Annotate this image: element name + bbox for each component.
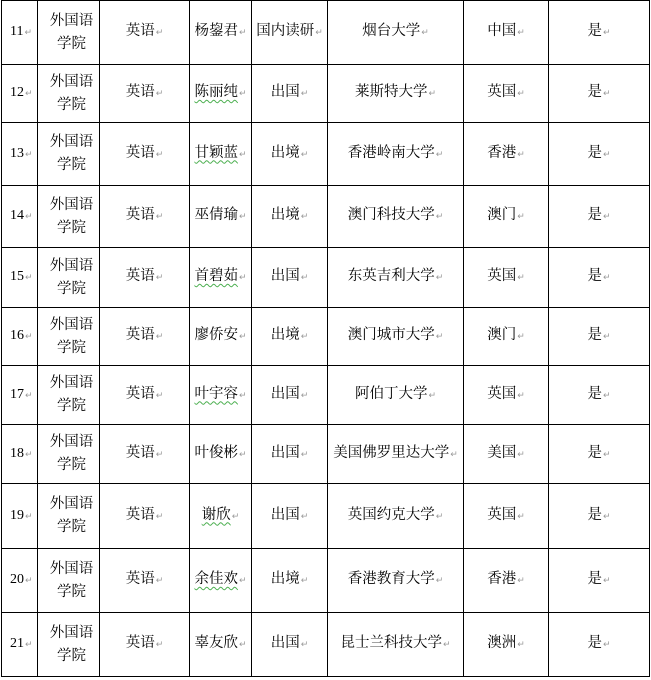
row-number-cell (2, 65, 38, 123)
university-cell (328, 65, 464, 123)
confirmed-cell (549, 1, 650, 65)
table-row (2, 123, 650, 186)
row-number-cell (2, 308, 38, 366)
student-name-cell (190, 308, 252, 366)
row-number-cell (2, 123, 38, 186)
table-row (2, 613, 650, 677)
paragraph-mark-icon: ↵ (517, 212, 525, 222)
college-line-2: 学院 (57, 96, 86, 113)
student-name-cell-text: 巫倩瑜 (194, 207, 238, 223)
confirmed-cell-text: 是 (587, 268, 602, 284)
paragraph-mark-icon: ↵ (25, 449, 33, 460)
university-cell-text: 澳门科技大学 (347, 207, 435, 223)
major-cell (100, 248, 190, 308)
major-cell (100, 1, 190, 65)
paragraph-mark-icon: ↵ (517, 640, 525, 650)
destination-type-cell (252, 123, 328, 186)
college-cell (38, 549, 100, 613)
paragraph-mark-icon: ↵ (300, 332, 309, 342)
row-number-cell-text: 18 (10, 445, 24, 461)
paragraph-mark-icon: ↵ (25, 576, 33, 586)
major-cell (100, 65, 190, 123)
destination-type-cell-text: 出国 (270, 385, 300, 402)
major-cell-text: 英语 (125, 327, 155, 343)
university-cell-text: 英国约克大学 (347, 506, 435, 523)
paragraph-mark-icon: ↵ (517, 28, 525, 38)
university-cell-text: 美国佛罗里达大学 (333, 444, 450, 461)
region-cell (464, 425, 549, 484)
paragraph-mark-icon: ↵ (602, 576, 611, 586)
major-cell (100, 484, 190, 549)
confirmed-cell (549, 549, 650, 613)
destination-type-cell (252, 549, 328, 613)
table-row (2, 549, 650, 613)
table-row (2, 1, 650, 65)
university-cell-text: 昆士兰科技大学 (340, 635, 442, 651)
row-number-cell-text: 20 (10, 572, 24, 587)
region-cell (464, 484, 549, 549)
confirmed-cell-text: 是 (587, 506, 602, 523)
college-line-2: 学院 (57, 280, 86, 297)
region-cell (464, 613, 549, 677)
major-cell-text: 英语 (125, 84, 155, 100)
college-line-2: 学院 (57, 398, 86, 414)
row-number-cell (2, 1, 38, 65)
major-cell (100, 123, 190, 186)
row-number-cell-text: 11 (10, 24, 24, 39)
paragraph-mark-icon: ↵ (155, 212, 164, 222)
paragraph-mark-icon: ↵ (602, 273, 611, 283)
university-cell (328, 366, 464, 425)
paragraph-mark-icon: ↵ (428, 89, 437, 99)
student-name-cell (190, 248, 252, 308)
paragraph-mark-icon: ↵ (238, 640, 247, 650)
row-number-cell-text: 12 (10, 85, 24, 100)
destination-type-cell (252, 366, 328, 425)
major-cell (100, 308, 190, 366)
college-line-1: 外国语 (49, 257, 94, 274)
college-line-2: 学院 (57, 339, 86, 356)
college-line-1: 外国语 (49, 496, 94, 512)
destination-type-cell (252, 1, 328, 65)
student-name-cell-text: 谢欣 (201, 506, 231, 523)
row-number-cell-text: 15 (10, 269, 24, 284)
university-cell-text: 香港教育大学 (347, 571, 435, 587)
paragraph-mark-icon: ↵ (25, 332, 33, 342)
paragraph-mark-icon: ↵ (300, 212, 309, 222)
paragraph-mark-icon: ↵ (155, 640, 164, 650)
region-cell-text: 美国 (487, 444, 517, 461)
major-cell (100, 549, 190, 613)
region-cell (464, 186, 549, 248)
college-line-2: 学院 (57, 157, 86, 173)
college-line-1: 外国语 (49, 375, 94, 391)
university-cell (328, 613, 464, 677)
region-cell-text: 香港 (487, 144, 517, 161)
paragraph-mark-icon: ↵ (602, 89, 611, 99)
paragraph-mark-icon: ↵ (517, 576, 525, 586)
paragraph-mark-icon: ↵ (155, 511, 164, 522)
row-number-cell-text: 19 (10, 507, 24, 523)
student-name-cell-text: 辜友欣 (194, 635, 238, 651)
paragraph-mark-icon: ↵ (25, 640, 33, 650)
region-cell-text: 英国 (487, 506, 517, 523)
confirmed-cell (549, 186, 650, 248)
major-cell-text: 英语 (125, 635, 155, 651)
university-cell (328, 1, 464, 65)
region-cell (464, 248, 549, 308)
destination-type-cell (252, 425, 328, 484)
paragraph-mark-icon: ↵ (602, 449, 611, 460)
college-cell (38, 308, 100, 366)
major-cell-text: 英语 (125, 571, 155, 587)
table-row (2, 308, 650, 366)
student-name-cell-text: 廖侨安 (194, 327, 238, 343)
college-line-1: 外国语 (49, 316, 94, 333)
major-cell-text: 英语 (125, 268, 155, 284)
university-cell-text: 阿伯丁大学 (354, 385, 428, 402)
destination-type-cell-text: 国内读研 (256, 23, 315, 39)
row-number-cell (2, 484, 38, 549)
confirmed-cell-text: 是 (587, 144, 602, 161)
destination-type-cell-text: 出境 (270, 144, 300, 161)
confirmed-cell-text: 是 (587, 327, 602, 343)
student-name-cell-text: 余佳欢 (194, 571, 238, 587)
college-cell (38, 186, 100, 248)
student-name-cell (190, 613, 252, 677)
paragraph-mark-icon: ↵ (238, 332, 247, 342)
destination-type-cell (252, 613, 328, 677)
paragraph-mark-icon: ↵ (300, 511, 309, 522)
major-cell-text: 英语 (125, 23, 155, 39)
row-number-cell-text: 17 (10, 386, 24, 402)
confirmed-cell-text: 是 (587, 207, 602, 223)
paragraph-mark-icon: ↵ (435, 149, 444, 160)
confirmed-cell (549, 366, 650, 425)
major-cell-text: 英语 (125, 444, 155, 461)
major-cell-text: 英语 (125, 385, 155, 402)
paragraph-mark-icon: ↵ (435, 273, 444, 283)
paragraph-mark-icon: ↵ (300, 273, 309, 283)
row-number-cell (2, 549, 38, 613)
destination-type-cell (252, 65, 328, 123)
paragraph-mark-icon: ↵ (25, 273, 33, 283)
region-cell (464, 308, 549, 366)
major-cell-text: 英语 (125, 144, 155, 161)
table-row (2, 186, 650, 248)
college-line-1: 外国语 (49, 134, 94, 150)
region-cell-text: 澳洲 (487, 635, 517, 651)
paragraph-mark-icon: ↵ (238, 149, 247, 160)
confirmed-cell (549, 613, 650, 677)
row-number-cell (2, 613, 38, 677)
major-cell (100, 613, 190, 677)
region-cell-text: 中国 (487, 23, 517, 39)
college-line-1: 外国语 (49, 434, 94, 450)
paragraph-mark-icon: ↵ (421, 28, 429, 38)
paragraph-mark-icon: ↵ (238, 273, 247, 283)
student-name-cell-text: 杨鋆君 (194, 23, 238, 39)
paragraph-mark-icon: ↵ (300, 576, 309, 586)
university-cell-text: 东英吉利大学 (347, 268, 435, 284)
paragraph-mark-icon: ↵ (300, 640, 309, 650)
confirmed-cell (549, 484, 650, 549)
college-line-2: 学院 (57, 35, 86, 52)
row-number-cell (2, 366, 38, 425)
paragraph-mark-icon: ↵ (435, 576, 444, 586)
student-destination-table (1, 0, 650, 677)
region-cell-text: 香港 (487, 571, 517, 587)
table-row (2, 425, 650, 484)
confirmed-cell-text: 是 (587, 444, 602, 461)
major-cell-text: 英语 (125, 506, 155, 523)
region-cell (464, 65, 549, 123)
university-cell (328, 186, 464, 248)
university-cell (328, 484, 464, 549)
row-number-cell-text: 13 (10, 145, 24, 161)
table-row (2, 366, 650, 425)
university-cell-text: 香港岭南大学 (347, 144, 435, 161)
row-number-cell (2, 186, 38, 248)
paragraph-mark-icon: ↵ (238, 89, 247, 99)
university-cell (328, 123, 464, 186)
student-name-cell-text: 叶宇容 (194, 385, 238, 402)
student-name-cell (190, 425, 252, 484)
destination-type-cell (252, 484, 328, 549)
paragraph-mark-icon: ↵ (155, 28, 164, 38)
confirmed-cell (549, 248, 650, 308)
table-row (2, 65, 650, 123)
paragraph-mark-icon: ↵ (25, 89, 33, 99)
destination-type-cell (252, 308, 328, 366)
paragraph-mark-icon: ↵ (602, 332, 611, 342)
paragraph-mark-icon: ↵ (517, 511, 525, 522)
paragraph-mark-icon: ↵ (24, 28, 33, 38)
paragraph-mark-icon: ↵ (300, 390, 309, 401)
student-name-cell-text: 陈丽纯 (194, 84, 238, 100)
university-cell (328, 549, 464, 613)
paragraph-mark-icon: ↵ (602, 640, 611, 650)
student-name-cell (190, 1, 252, 65)
student-name-cell (190, 484, 252, 549)
college-line-1: 外国语 (49, 12, 94, 29)
paragraph-mark-icon: ↵ (602, 511, 611, 522)
paragraph-mark-icon: ↵ (25, 149, 33, 160)
paragraph-mark-icon: ↵ (435, 212, 444, 222)
paragraph-mark-icon: ↵ (155, 576, 164, 586)
destination-type-cell-text: 出国 (270, 635, 300, 651)
paragraph-mark-icon: ↵ (602, 390, 611, 401)
paragraph-mark-icon: ↵ (517, 390, 525, 401)
paragraph-mark-icon: ↵ (238, 28, 247, 38)
paragraph-mark-icon: ↵ (517, 449, 525, 460)
paragraph-mark-icon: ↵ (155, 449, 164, 460)
destination-type-cell-text: 出国 (270, 84, 300, 100)
college-line-1: 外国语 (49, 624, 94, 641)
university-cell (328, 248, 464, 308)
major-cell (100, 425, 190, 484)
college-cell (38, 425, 100, 484)
paragraph-mark-icon: ↵ (300, 89, 309, 99)
region-cell (464, 1, 549, 65)
paragraph-mark-icon: ↵ (300, 449, 309, 460)
confirmed-cell (549, 308, 650, 366)
region-cell-text: 澳门 (487, 207, 517, 223)
paragraph-mark-icon: ↵ (155, 273, 164, 283)
destination-type-cell (252, 186, 328, 248)
paragraph-mark-icon: ↵ (238, 449, 247, 460)
student-name-cell (190, 549, 252, 613)
college-cell (38, 366, 100, 425)
paragraph-mark-icon: ↵ (25, 212, 33, 222)
paragraph-mark-icon: ↵ (25, 390, 33, 401)
paragraph-mark-icon: ↵ (517, 273, 525, 283)
confirmed-cell (549, 425, 650, 484)
college-line-2: 学院 (57, 519, 86, 535)
paragraph-mark-icon: ↵ (602, 212, 611, 222)
paragraph-mark-icon: ↵ (442, 640, 451, 650)
paragraph-mark-icon: ↵ (155, 332, 164, 342)
college-line-1: 外国语 (49, 73, 94, 90)
paragraph-mark-icon: ↵ (435, 511, 444, 522)
table-row (2, 248, 650, 308)
region-cell-text: 澳门 (487, 327, 517, 343)
region-cell-text: 英国 (487, 268, 517, 284)
paragraph-mark-icon: ↵ (238, 576, 247, 586)
college-line-2: 学院 (57, 647, 86, 664)
confirmed-cell-text: 是 (587, 84, 602, 100)
student-name-cell (190, 123, 252, 186)
table-row (2, 484, 650, 549)
destination-type-cell-text: 出国 (270, 444, 300, 461)
paragraph-mark-icon: ↵ (602, 28, 611, 38)
destination-type-cell-text: 出境 (270, 327, 300, 343)
paragraph-mark-icon: ↵ (238, 212, 247, 222)
college-line-1: 外国语 (49, 196, 94, 213)
row-number-cell-text: 14 (10, 208, 24, 223)
college-cell (38, 248, 100, 308)
student-name-cell (190, 186, 252, 248)
region-cell (464, 366, 549, 425)
confirmed-cell-text: 是 (587, 635, 602, 651)
paragraph-mark-icon: ↵ (315, 28, 323, 38)
university-cell-text: 澳门城市大学 (347, 327, 435, 343)
college-cell (38, 613, 100, 677)
paragraph-mark-icon: ↵ (450, 449, 458, 460)
university-cell (328, 425, 464, 484)
confirmed-cell-text: 是 (587, 571, 602, 587)
region-cell-text: 英国 (487, 84, 517, 100)
major-cell (100, 186, 190, 248)
table-body (2, 1, 650, 677)
major-cell (100, 366, 190, 425)
college-line-2: 学院 (57, 583, 86, 600)
paragraph-mark-icon: ↵ (231, 511, 240, 522)
confirmed-cell-text: 是 (587, 385, 602, 402)
college-cell (38, 123, 100, 186)
major-cell-text: 英语 (125, 207, 155, 223)
row-number-cell (2, 425, 38, 484)
university-cell-text: 烟台大学 (362, 23, 421, 39)
college-cell (38, 65, 100, 123)
college-cell (38, 1, 100, 65)
paragraph-mark-icon: ↵ (238, 390, 247, 401)
student-name-cell (190, 65, 252, 123)
student-name-cell-text: 叶俊彬 (194, 444, 238, 461)
paragraph-mark-icon: ↵ (300, 149, 309, 160)
paragraph-mark-icon: ↵ (155, 149, 164, 160)
college-cell (38, 484, 100, 549)
college-line-2: 学院 (57, 219, 86, 236)
university-cell (328, 308, 464, 366)
paragraph-mark-icon: ↵ (517, 89, 525, 99)
paragraph-mark-icon: ↵ (25, 511, 33, 522)
destination-type-cell (252, 248, 328, 308)
student-name-cell-text: 甘颖蓝 (194, 144, 238, 161)
row-number-cell-text: 21 (10, 636, 24, 651)
destination-type-cell-text: 出境 (270, 207, 300, 223)
university-cell-text: 莱斯特大学 (354, 84, 428, 100)
paragraph-mark-icon: ↵ (435, 332, 444, 342)
destination-type-cell-text: 出国 (270, 268, 300, 284)
college-line-1: 外国语 (49, 560, 94, 577)
confirmed-cell-text: 是 (587, 23, 602, 39)
paragraph-mark-icon: ↵ (155, 390, 164, 401)
region-cell (464, 549, 549, 613)
student-name-cell (190, 366, 252, 425)
paragraph-mark-icon: ↵ (517, 149, 525, 160)
college-line-2: 学院 (57, 457, 86, 473)
region-cell-text: 英国 (487, 385, 517, 402)
confirmed-cell (549, 65, 650, 123)
confirmed-cell (549, 123, 650, 186)
region-cell (464, 123, 549, 186)
paragraph-mark-icon: ↵ (155, 89, 164, 99)
paragraph-mark-icon: ↵ (428, 390, 437, 401)
row-number-cell (2, 248, 38, 308)
student-name-cell-text: 首碧茹 (194, 268, 238, 284)
row-number-cell-text: 16 (10, 328, 24, 343)
destination-type-cell-text: 出境 (270, 571, 300, 587)
paragraph-mark-icon: ↵ (602, 149, 611, 160)
paragraph-mark-icon: ↵ (517, 332, 525, 342)
destination-type-cell-text: 出国 (270, 506, 300, 523)
